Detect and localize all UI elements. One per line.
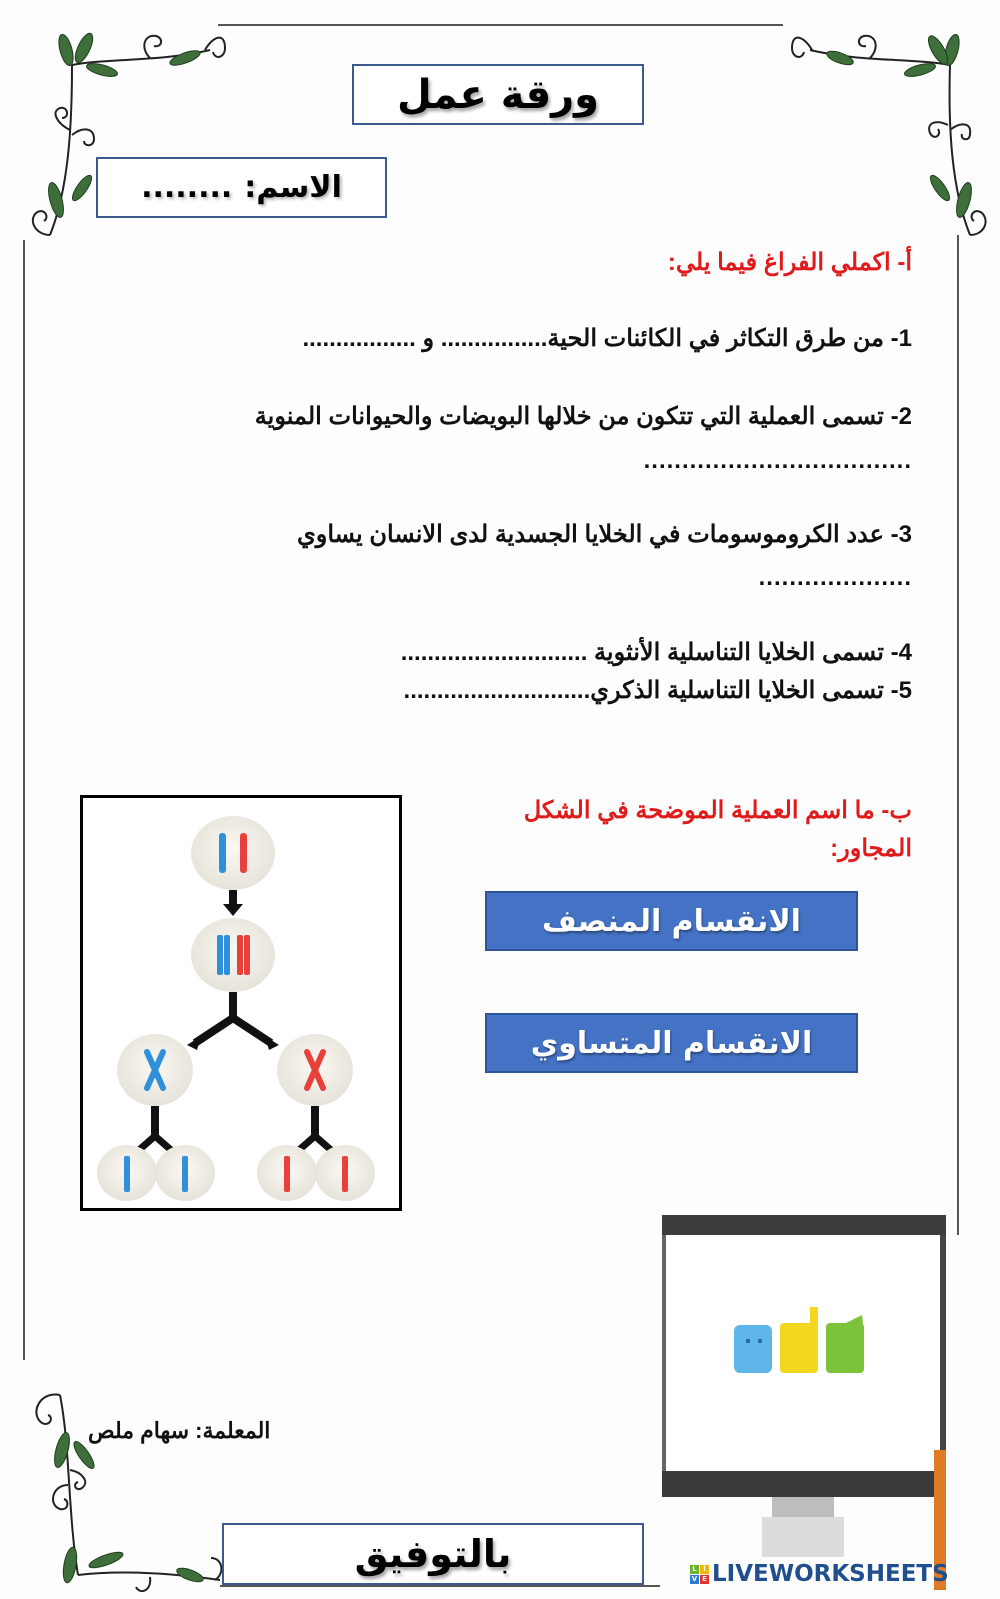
worksheet-title: ورقة عمل — [396, 71, 600, 118]
option-meiosis-button[interactable] — [485, 891, 858, 951]
option-meiosis-label: الانقسام المنصف — [542, 903, 801, 939]
question-2-blank[interactable]: ................................... — [643, 447, 912, 474]
question-3-blank[interactable]: .................... — [758, 564, 912, 591]
meiosis-diagram-icon — [83, 798, 399, 1208]
name-field-box[interactable] — [96, 157, 387, 218]
frame-top-line — [218, 24, 783, 26]
option-mitosis-label: الانقسام المتساوي — [530, 1025, 813, 1061]
section-b-heading-line2: المجاور: — [830, 835, 912, 862]
worksheet-title-box — [352, 64, 644, 125]
option-mitosis-button[interactable] — [485, 1013, 858, 1073]
section-a-heading: أ- اكملي الفراغ فيما يلي: — [667, 249, 912, 276]
cell-division-diagram — [80, 795, 402, 1211]
liveworksheets-logo[interactable] — [690, 1561, 949, 1587]
logo-text: LIVEWORKSHEETS — [712, 1561, 949, 1587]
question-1: 1- من طرق التكاثر في الكائنات الحية................ و ................. — [302, 325, 912, 352]
logo-block-i: I — [700, 1565, 709, 1574]
question-2: 2- تسمى العملية التي تتكون من خلالها البويضات والحيوانات المنوية — [254, 403, 912, 430]
teacher-name: المعلمة: سهام ملص — [88, 1418, 271, 1443]
frame-bottom-line — [220, 1585, 660, 1587]
logo-block-e: E — [700, 1575, 709, 1584]
logo-blocks-icon — [690, 1565, 709, 1584]
question-3: 3- عدد الكروموسومات في الخلايا الجسدية لدى الانسان يساوي — [296, 521, 912, 548]
question-4: 4- تسمى الخلايا التناسلية الأنثوية ............................ — [400, 639, 912, 666]
vine-corner-top-right-icon — [780, 10, 990, 250]
frame-left-line — [23, 240, 25, 1360]
name-label: الاسم: — [244, 170, 342, 205]
monitor-graphic — [662, 1215, 946, 1455]
monitor-icon — [662, 1215, 962, 1595]
vine-corner-bottom-left-icon — [10, 1375, 240, 1595]
logo-block-v: V — [691, 1574, 698, 1583]
question-5: 5- تسمى الخلايا التناسلية الذكري............................ — [403, 677, 912, 704]
frame-right-line — [957, 235, 959, 1235]
logo-block-l: L — [690, 1565, 699, 1574]
section-b-heading-line1: ب- ما اسم العملية الموضحة في الشكل — [523, 797, 912, 824]
name-value[interactable]: ........ — [141, 170, 233, 205]
closing-box — [222, 1523, 644, 1585]
closing-text: بالتوفيق — [354, 1532, 512, 1576]
